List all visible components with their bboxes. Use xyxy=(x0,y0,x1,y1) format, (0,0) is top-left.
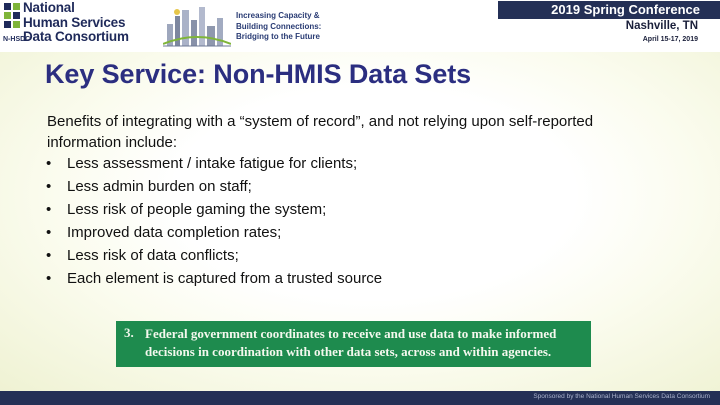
list-item xyxy=(47,198,382,221)
logo-mark-icon xyxy=(2,1,22,35)
bullet-icon: • xyxy=(46,155,52,172)
list-item-text: Improved data completion rates; xyxy=(67,224,282,241)
footer-sponsor-text: Sponsored by the National Human Services Data Consortium xyxy=(533,393,710,400)
conference-tagline xyxy=(236,11,321,43)
list-item-text: Less risk of data conflicts; xyxy=(67,247,239,264)
benefits-list xyxy=(47,152,382,290)
logo-abbreviation: N-HSDC xyxy=(3,36,31,43)
nhsdc-logo xyxy=(2,1,154,48)
callout-box xyxy=(116,321,591,367)
list-item xyxy=(47,221,382,244)
bullet-icon: • xyxy=(46,178,52,195)
city-skyline-icon xyxy=(163,4,231,48)
conference-title: 2019 Spring Conference xyxy=(551,2,700,17)
list-item xyxy=(47,244,382,267)
bullet-icon: • xyxy=(46,224,52,241)
tagline-line-1: Increasing Capacity & xyxy=(236,11,320,20)
callout-text: Federal government coordinates to receive and use data to make informed decisions in coordination with other data sets, across and within agencies. xyxy=(145,326,557,359)
list-item-text: Less risk of people gaming the system; xyxy=(67,201,327,218)
list-item xyxy=(47,267,382,290)
conference-dates: April 15-17, 2019 xyxy=(642,36,698,43)
callout-number: 3. xyxy=(124,325,134,340)
list-item-text: Less admin burden on staff; xyxy=(67,178,252,195)
slide-title: Key Service: Non-HMIS Data Sets xyxy=(45,59,472,89)
logo-wordmark xyxy=(23,1,154,45)
bullet-icon: • xyxy=(46,247,52,264)
slide-footer xyxy=(0,391,720,405)
logo-line-3: Data Consortium xyxy=(23,29,129,44)
list-item-text: Less assessment / intake fatigue for clients; xyxy=(67,155,358,172)
conference-city: Nashville, TN xyxy=(625,20,698,32)
logo-line-2: Human Services xyxy=(23,14,126,30)
conference-banner xyxy=(498,1,720,19)
logo-line-1: National xyxy=(23,0,75,15)
slide-header xyxy=(0,0,720,52)
bullet-icon: • xyxy=(46,201,52,218)
list-item-text: Each element is captured from a trusted source xyxy=(67,270,383,287)
bullet-icon: • xyxy=(46,270,52,287)
list-item xyxy=(47,175,382,198)
list-item xyxy=(47,152,382,175)
tagline-line-2: Building Connections: xyxy=(236,21,322,31)
intro-paragraph: Benefits of integrating with a “system of record”, and not relying upon self-reported information include: xyxy=(47,113,594,151)
tagline-line-3: Bridging to the Future xyxy=(236,32,320,41)
slide-content xyxy=(0,52,720,391)
